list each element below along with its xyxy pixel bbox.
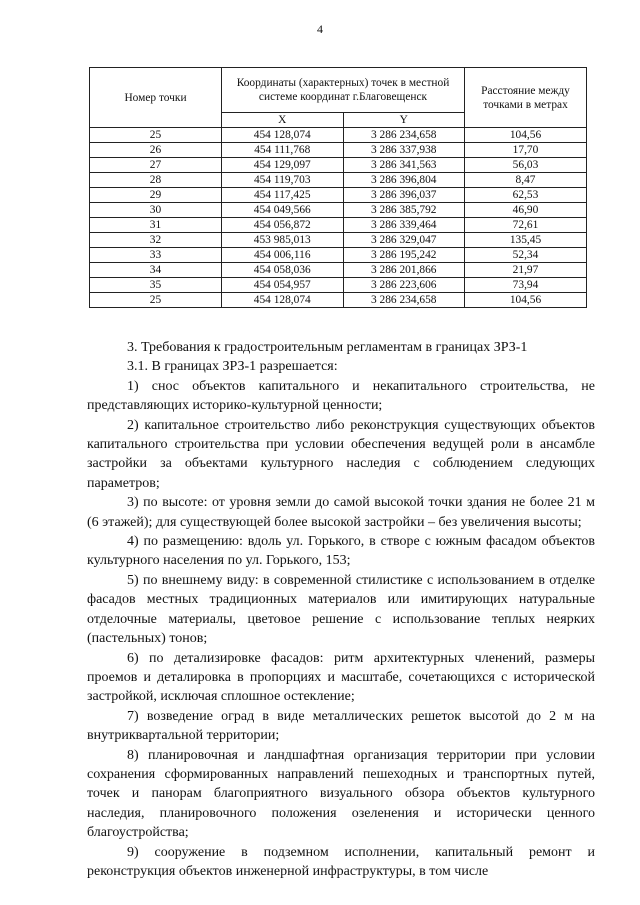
cell-point-number: 34 <box>90 263 222 278</box>
table-row <box>90 233 587 248</box>
table-row <box>90 143 587 158</box>
cell-y: 3 286 201,866 <box>343 263 465 278</box>
table-row <box>90 188 587 203</box>
cell-point-number: 27 <box>90 158 222 173</box>
cell-distance: 52,34 <box>465 248 587 263</box>
cell-distance: 46,90 <box>465 203 587 218</box>
table-row <box>90 173 587 188</box>
header-x: X <box>222 113 344 128</box>
cell-y: 3 286 337,938 <box>343 143 465 158</box>
cell-point-number: 29 <box>90 188 222 203</box>
cell-x: 454 129,097 <box>222 158 344 173</box>
cell-distance: 17,70 <box>465 143 587 158</box>
list-item: 5) по внешнему виду: в современной стилистике с использованием в отделке фасадов местных традиционных материалов или имитирующих натуральные отделочные материалы, цветовое решение с использование теплых неярких (пастельных) тонов; <box>87 572 595 647</box>
cell-y: 3 286 339,464 <box>343 218 465 233</box>
cell-distance: 104,56 <box>465 128 587 143</box>
cell-point-number: 26 <box>90 143 222 158</box>
header-point-number: Номер точки <box>90 68 222 128</box>
table-row <box>90 248 587 263</box>
cell-distance: 62,53 <box>465 188 587 203</box>
cell-x: 454 058,036 <box>222 263 344 278</box>
header-coordinates: Координаты (характерных) точек в местной системе координат г.Благовещенск <box>222 68 465 113</box>
cell-point-number: 25 <box>90 128 222 143</box>
cell-y: 3 286 385,792 <box>343 203 465 218</box>
table-row <box>90 158 587 173</box>
regulations-text <box>87 338 595 881</box>
cell-point-number: 30 <box>90 203 222 218</box>
cell-y: 3 286 223,606 <box>343 278 465 293</box>
cell-point-number: 33 <box>90 248 222 263</box>
cell-distance: 72,61 <box>465 218 587 233</box>
cell-distance: 8,47 <box>465 173 587 188</box>
cell-distance: 135,45 <box>465 233 587 248</box>
cell-x: 453 985,013 <box>222 233 344 248</box>
cell-y: 3 286 329,047 <box>343 233 465 248</box>
cell-x: 454 117,425 <box>222 188 344 203</box>
cell-x: 454 111,768 <box>222 143 344 158</box>
table-row <box>90 128 587 143</box>
cell-point-number: 25 <box>90 293 222 308</box>
coordinates-table <box>89 67 587 308</box>
list-item: 3) по высоте: от уровня земли до самой высокой точки здания не более 21 м (6 этажей); для существующей более высокой застройки – без увеличения высоты; <box>87 495 595 530</box>
cell-point-number: 35 <box>90 278 222 293</box>
table-row <box>90 293 587 308</box>
cell-y: 3 286 234,658 <box>343 293 465 308</box>
cell-point-number: 28 <box>90 173 222 188</box>
section-heading: 3. Требования к градостроительным регламентам в границах ЗРЗ-1 <box>127 340 528 355</box>
cell-distance: 21,97 <box>465 263 587 278</box>
cell-x: 454 049,566 <box>222 203 344 218</box>
table-row <box>90 278 587 293</box>
list-item: 8) планировочная и ландшафтная организация территории при условии сохранения сформированных направлений пешеходных и транспортных путей, точек и панорам благоприятного визуального обзора объектов культурного наследия, планировочного положения озеленения и исторически ценного благоустройства; <box>87 747 595 841</box>
cell-y: 3 286 396,037 <box>343 188 465 203</box>
section-subheading: 3.1. В границах ЗРЗ-1 разрешается: <box>127 359 338 375</box>
cell-x: 454 128,074 <box>222 128 344 143</box>
table-row <box>90 203 587 218</box>
cell-x: 454 006,116 <box>222 248 344 263</box>
cell-x: 454 054,957 <box>222 278 344 293</box>
cell-x: 454 128,074 <box>222 293 344 308</box>
table-row <box>90 263 587 278</box>
list-item: 7) возведение оград в виде металлических решеток высотой до 2 м на внутриквартальной территории; <box>87 708 595 744</box>
cell-x: 454 056,872 <box>222 218 344 233</box>
header-y: Y <box>343 113 465 128</box>
list-item: 4) по размещению: вдоль ул. Горького, в створе с южным фасадом объектов культурного населения по ул. Горького, 153; <box>87 534 595 569</box>
cell-y: 3 286 195,242 <box>343 248 465 263</box>
cell-point-number: 32 <box>90 233 222 248</box>
cell-y: 3 286 341,563 <box>343 158 465 173</box>
list-item: 2) капитальное строительство либо реконструкция существующих объектов капитального строительства при условии обеспечения ведущей роли в ансамбле застройки за объектами культурного наследия с соблюдением следующих параметров; <box>87 417 595 491</box>
list-item: 9) сооружение в подземном исполнении, капитальный ремонт и реконструкция объектов инженерной инфраструктуры, в том числе <box>87 844 595 879</box>
cell-y: 3 286 396,804 <box>343 173 465 188</box>
cell-y: 3 286 234,658 <box>343 128 465 143</box>
cell-distance: 56,03 <box>465 158 587 173</box>
cell-distance: 104,56 <box>465 293 587 308</box>
header-distance: Расстояние между точками в метрах <box>465 68 587 128</box>
list-item: 1) снос объектов капитального и некапитального строительства, не представляющих историко-культурной ценности; <box>87 378 595 414</box>
table-row <box>90 218 587 233</box>
list-item: 6) по детализировке фасадов: ритм архитектурных членений, размеры проемов и деталировка в пропорциях и масштабе, сочетающихся с исторической застройкой, исключая сплошное остекление; <box>87 650 595 705</box>
page-number: 4 <box>317 22 323 36</box>
cell-distance: 73,94 <box>465 278 587 293</box>
cell-point-number: 31 <box>90 218 222 233</box>
cell-x: 454 119,703 <box>222 173 344 188</box>
